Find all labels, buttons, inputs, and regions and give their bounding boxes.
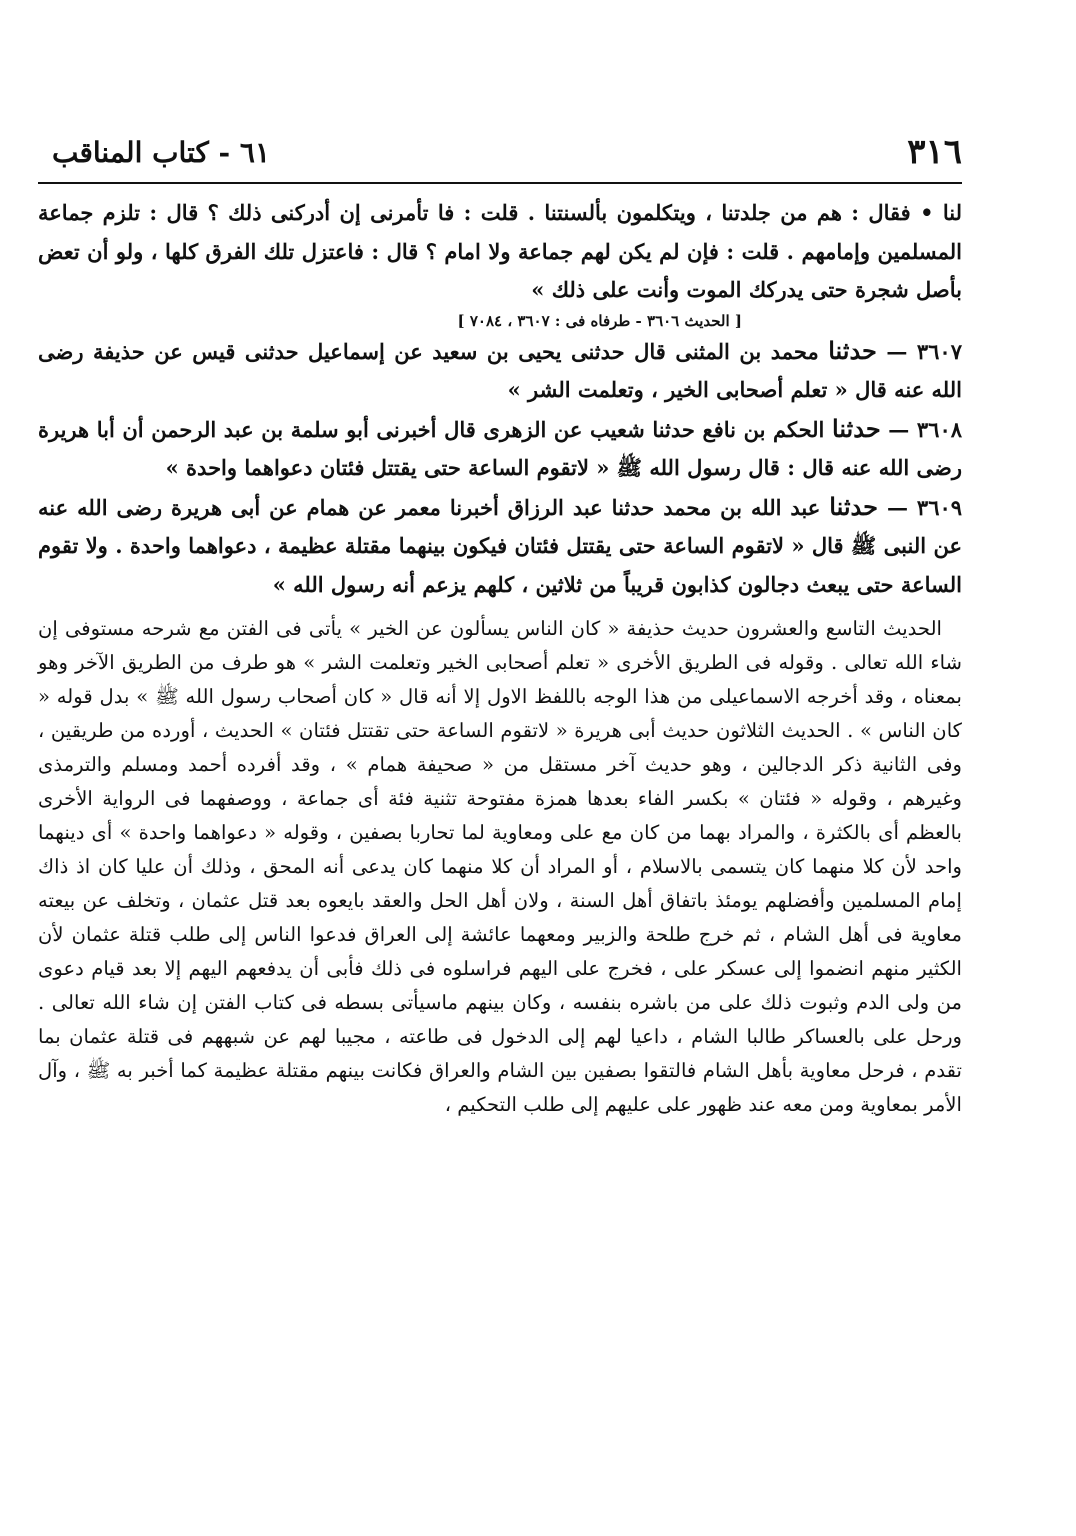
commentary-paragraph: الحديث التاسع والعشرون حديث حذيفة « كان الناس يسألون عن الخير » يأتى فى الفتن مع شرحه مستوفى إن شاء الله تعالى . وقوله فى الطريق الأخرى « تعلم أصحابى الخير وتعلمت الشر » هو طرف من الطريق الآخر وهو بمعناه ، وقد أخرجه الاسماعيلى من هذا الوجه باللفظ الاول إلا أنه قال « كان أصحاب رسول الله ﷺ » بدل قوله « كان الناس » . الحديث الثلاثون حديث أبى هريرة « لاتقوم الساعة حتى تقتتل فئتان » الحديث ، أورده من طريقين ، وفى الثانية ذكر الدجالين ، وهو حديث آخر مستقل من « صحيفة همام » ، وقد أفرده أحمد ومسلم والترمذى وغيرهم ، وقوله « فئتان » بكسر الفاء بعدها همزة مفتوحة تثنية فئة أى جماعة ، ووصفهما فى الرواية الأخرى بالعظم أى بالكثرة ، والمراد بهما من كان مع على ومعاوية لما تحاربا بصفين ، وقوله « دعواهما واحدة » أى دينهما واحد لأن كلا منهما كان يتسمى بالاسلام ، أو المراد أن كلا منهما كان يدعى أنه المحق ، وذلك أن عليا كان اذ ذاك إمام المسلمين وأفضلهم يومئذ باتفاق أهل السنة ، ولان أهل الحل والعقد بايعوه بعد قتل عثمان ، وتخلف عن بيعته معاوية فى أهل الشام ، ثم خرج طلحة والزبير ومعهما عائشة إلى العراق فدعوا الناس إلى طلب قتلة عثمان لأن الكثير منهم انضموا إلى عسكر على ، فخرج على اليهم فراسلوه فى ذلك فأبى أن يدفعهم اليهم إلا بعد قيام دعوى من ولى الدم وثبوت ذلك على من باشره بنفسه ، وكان بينهم ماسيأتى بسطه فى كتاب الفتن إن شاء الله تعالى . ورحل على بالعساكر طالبا الشام ، داعيا لهم إلى الدخول فى طاعته ، مجيبا لهم عن شبههم فى قتلة عثمان بما تقدم ، فرحل معاوية بأهل الشام فالتقوا بصفين بين الشام والعراق فكانت بينهم مقتلة عظيمة كما أخبر به ﷺ ، وآل الأمر بمعاوية ومن معه عند ظهور على عليهم إلى طلب التحكيم ، [38,617,963,1116]
hadith-3609 [38,488,962,605]
hadith-number: ٣٦٠٨ — [888,416,963,442]
hadith-number: ٣٦٠٧ — [886,338,962,364]
commentary-section [38,612,962,1122]
hadith-number: ٣٦٠٩ — [886,494,963,520]
hadith-body: الحكم بن نافع حدثنا شعيب عن الزهرى قال أخبرنى أبو سلمة بن عبد الرحمن أن أبا هريرة رضى الله عنه قال : قال رسول الله ﷺ « لاتقوم الساعة حتى يقتتل فئتان دعواهما واحدة » [38,416,962,480]
hadith-3608 [38,410,962,488]
page-header [38,130,962,184]
chapter-title: ٦١ - كتاب المناقب [52,136,270,169]
page-number: ٣١٦ [907,132,962,172]
hadith-continuation: لنا • فقال : هم من جلدتنا ، ويتكلمون بألسنتنا . قلت : فا تأمرنى إن أدركنى ذلك ؟ قال : تلزم جماعة المسلمين وإمامهم . قلت : فإن لم يكن لهم جماعة ولا امام ؟ قال : فاعتزل تلك الفرق كلها ، ولو أن تعض بأصل شجرة حتى يدركك الموت وأنت على ذلك » [38,200,962,302]
page-body [38,194,962,1122]
hadith-text-section [38,194,962,604]
haddathana-word: حدثنا [832,413,881,443]
haddathana-word: حدثنا [829,491,878,521]
hadith-3607 [38,332,962,410]
haddathana-word: حدثنا [828,335,877,365]
hadith-body: عبد الله بن محمد حدثنا عبد الرزاق أخبرنا معمر عن همام عن أبى هريرة رضى الله عنه عن النبى ﷺ قال « لاتقوم الساعة حتى يقتتل فئتان فيكون بينهما مقتلة عظيمة ، دعواهما واحدة . ولا تقوم الساعة حتى يبعث دجالون كذابون قريباً من ثلاثين ، كلهم يزعم أنه رسول الله » [38,494,962,597]
hadith-reference: [ الحديث ٣٦٠٦ - طرفاه فى : ٣٦٠٧ ، ٧٠٨٤ ] [457,311,742,330]
hadith-body: محمد بن المثنى قال حدثنى يحيى بن سعيد عن إسماعيل حدثنى قيس عن حذيفة رضى الله عنه قال « تعلم أصحابى الخير ، وتعلمت الشر » [38,338,962,402]
